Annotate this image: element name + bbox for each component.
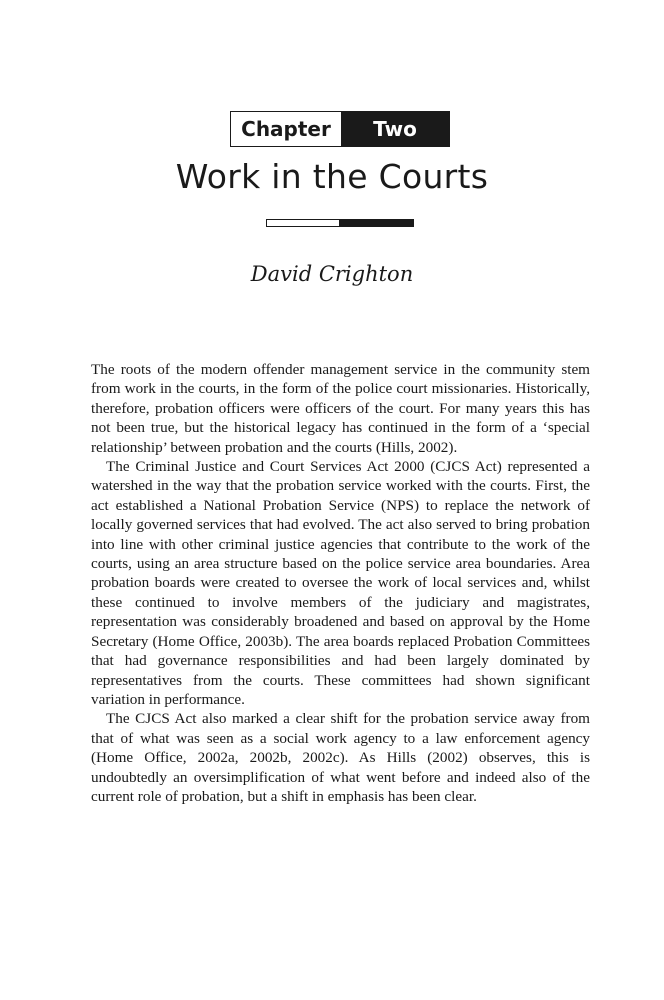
body-paragraph: The Criminal Justice and Court Services Act 2000 (CJCS Act) represented a watershed in the way that the probation service worked with the courts. First, the act established a National Probation Service (NPS) to replace the network of locally governed services that had evolved. The act also served to bring probation into line with other criminal justice agencies that contribute to the work of the courts, using an area structure based on the police service area boundaries. Area probation boards were created to oversee the work of local services and, whilst these continued to involve members of the judiciary and magistrates, representation was considerably broadened and based on approval by the Home Secretary (Home Office, 2003b). The area boards replaced Probation Committees that had governance responsibilities and had been largely dominated by representatives from the courts. These committees had shown significant variation in performance. xyxy=(91,458,590,708)
chapter-title: Work in the Courts xyxy=(175,157,489,196)
divider-left-segment xyxy=(266,219,340,227)
title-divider xyxy=(266,219,414,227)
chapter-label: Chapter xyxy=(231,112,341,146)
body-paragraph: The CJCS Act also marked a clear shift for the probation service away from that of what was seen as a social work agency to a law enforcement agency (Home Office, 2002a, 2002b, 2002c). As Hills (2002) observes, this is undoubtedly an oversimplification of what went before and indeed also of the current role of probation, but a shift in emphasis has been clear. xyxy=(91,710,590,805)
chapter-body xyxy=(91,360,590,806)
divider-right-segment xyxy=(340,219,414,227)
chapter-heading-box xyxy=(230,111,450,147)
chapter-number: Two xyxy=(341,112,449,146)
chapter-author: David Crighton xyxy=(250,262,414,286)
body-paragraph: The roots of the modern offender management service in the community stem from work in the courts, in the form of the police court missionaries. Historically, therefore, probation officers were officers of the court. For many years this has not been true, but the historical legacy has continued in the form of a ‘special relationship’ between probation and the courts (Hills, 2002). xyxy=(91,361,590,456)
